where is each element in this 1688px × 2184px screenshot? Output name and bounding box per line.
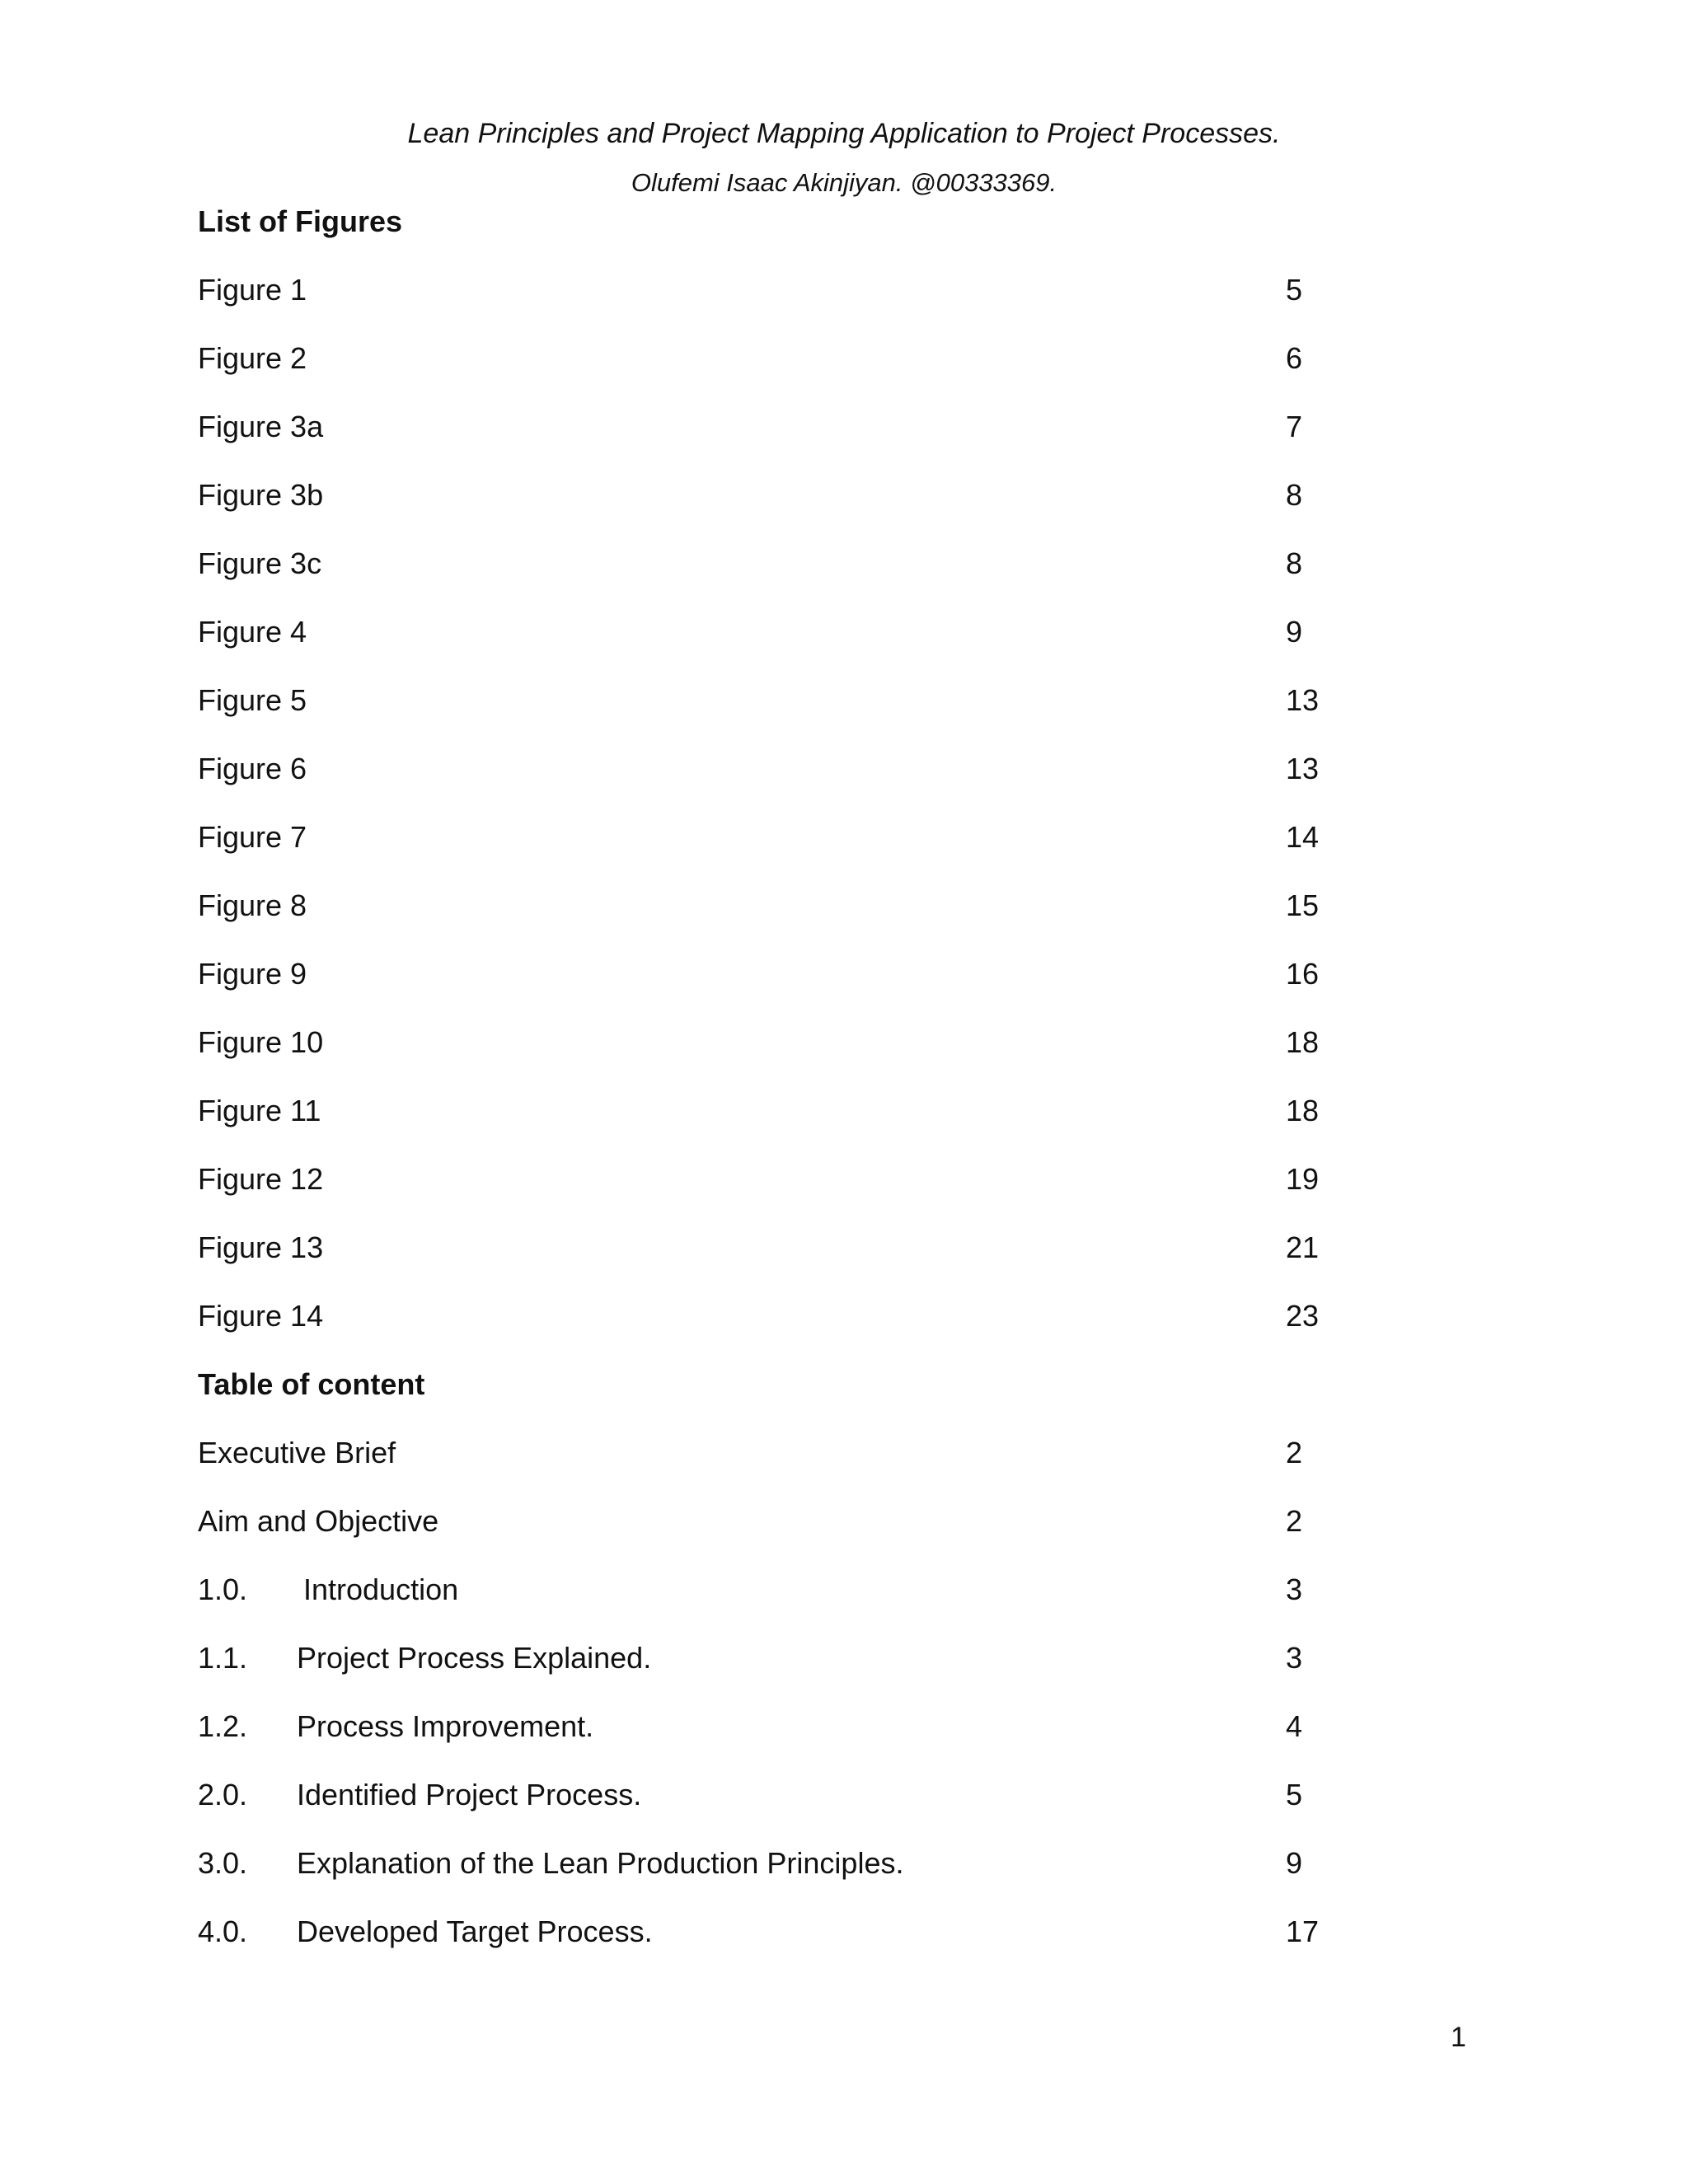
toc-page-number: 2: [1286, 1436, 1303, 1469]
figure-page-number: 7: [1286, 410, 1303, 443]
toc-page-number: 4: [1286, 1709, 1303, 1743]
page-number: 1: [1451, 2022, 1466, 2053]
figure-label: Figure 14: [198, 1299, 324, 1333]
toc-title: Executive Brief: [198, 1436, 396, 1469]
table-of-content-heading: Table of content: [198, 1367, 425, 1401]
figure-entry[interactable]: [198, 612, 1352, 680]
figure-entry[interactable]: [198, 269, 1352, 338]
toc-title: Project Process Explained.: [297, 1641, 652, 1675]
toc-page-number: 5: [1286, 1778, 1303, 1811]
figure-entry[interactable]: [198, 338, 1352, 406]
figure-entry[interactable]: [198, 1159, 1352, 1227]
figure-label: Figure 12: [198, 1162, 324, 1196]
figure-label: Figure 10: [198, 1025, 324, 1059]
toc-page-number: 3: [1286, 1572, 1303, 1606]
toc-section-number: 1.2.: [198, 1709, 248, 1743]
figure-entry[interactable]: [198, 1227, 1352, 1296]
figure-entry[interactable]: [198, 885, 1352, 954]
toc-title: Process Improvement.: [297, 1709, 594, 1743]
toc-title: Explanation of the Lean Production Principles.: [297, 1846, 904, 1880]
toc-section-number: 4.0.: [198, 1915, 248, 1948]
figure-label: Figure 11: [198, 1094, 321, 1127]
figure-page-number: 8: [1286, 546, 1303, 580]
toc-section-number: 3.0.: [198, 1846, 248, 1880]
toc-page-number: 17: [1286, 1915, 1320, 1948]
figure-label: Figure 1: [198, 273, 307, 307]
figure-label: Figure 5: [198, 683, 307, 717]
figure-label: Figure 8: [198, 888, 307, 922]
list-of-figures: [198, 269, 1352, 1364]
figure-label: Figure 9: [198, 957, 307, 991]
figure-page-number: 13: [1286, 752, 1320, 785]
toc-entry[interactable]: [198, 1911, 1352, 1980]
figure-entry[interactable]: [198, 543, 1352, 612]
figure-page-number: 5: [1286, 273, 1303, 307]
toc-entry[interactable]: [198, 1569, 1352, 1638]
toc-entry[interactable]: [198, 1706, 1352, 1774]
figure-entry[interactable]: [198, 1090, 1352, 1159]
toc-entry[interactable]: [198, 1843, 1352, 1911]
figure-page-number: 6: [1286, 341, 1303, 375]
figure-page-number: 14: [1286, 820, 1320, 854]
figure-page-number: 23: [1286, 1299, 1320, 1333]
figure-entry[interactable]: [198, 817, 1352, 885]
toc-page-number: 2: [1286, 1504, 1303, 1538]
document-title: Lean Principles and Project Mapping Application to Project Processes.: [407, 118, 1281, 149]
toc-section-number: 2.0.: [198, 1778, 248, 1811]
toc-entry[interactable]: [198, 1638, 1352, 1706]
figure-page-number: 15: [1286, 888, 1320, 922]
table-of-content: [198, 1432, 1352, 1980]
figure-entry[interactable]: [198, 406, 1352, 475]
figure-label: Figure 7: [198, 820, 307, 854]
toc-section-number: 1.0.: [198, 1572, 248, 1606]
list-of-figures-heading: List of Figures: [198, 204, 403, 238]
figure-label: Figure 3b: [198, 478, 324, 512]
figure-label: Figure 3c: [198, 546, 322, 580]
toc-page-number: 9: [1286, 1846, 1303, 1880]
toc-title: Identified Project Process.: [297, 1778, 642, 1811]
figure-label: Figure 6: [198, 752, 307, 785]
figure-entry[interactable]: [198, 954, 1352, 1022]
figure-page-number: 13: [1286, 683, 1320, 717]
toc-entry[interactable]: [198, 1501, 1352, 1569]
figure-page-number: 16: [1286, 957, 1320, 991]
figure-entry[interactable]: [198, 475, 1352, 543]
figure-label: Figure 2: [198, 341, 307, 375]
figure-entry[interactable]: [198, 1022, 1352, 1090]
figure-label: Figure 13: [198, 1230, 324, 1264]
toc-title: Aim and Objective: [198, 1504, 439, 1538]
document-author: Olufemi Isaac Akinjiyan. @00333369.: [631, 168, 1057, 197]
toc-entry[interactable]: [198, 1774, 1352, 1843]
toc-page-number: 3: [1286, 1641, 1303, 1675]
figure-page-number: 18: [1286, 1094, 1320, 1127]
figure-page-number: 19: [1286, 1162, 1320, 1196]
figure-label: Figure 3a: [198, 410, 324, 443]
figure-page-number: 21: [1286, 1230, 1320, 1264]
figure-entry[interactable]: [198, 748, 1352, 817]
figure-label: Figure 4: [198, 615, 307, 649]
toc-entry[interactable]: [198, 1432, 1352, 1501]
toc-section-number: 1.1.: [198, 1641, 248, 1675]
figure-page-number: 9: [1286, 615, 1303, 649]
figure-entry[interactable]: [198, 1296, 1352, 1364]
toc-title: Introduction: [303, 1572, 459, 1606]
figure-page-number: 8: [1286, 478, 1303, 512]
toc-title: Developed Target Process.: [297, 1915, 653, 1948]
figure-page-number: 18: [1286, 1025, 1320, 1059]
figure-entry[interactable]: [198, 680, 1352, 748]
